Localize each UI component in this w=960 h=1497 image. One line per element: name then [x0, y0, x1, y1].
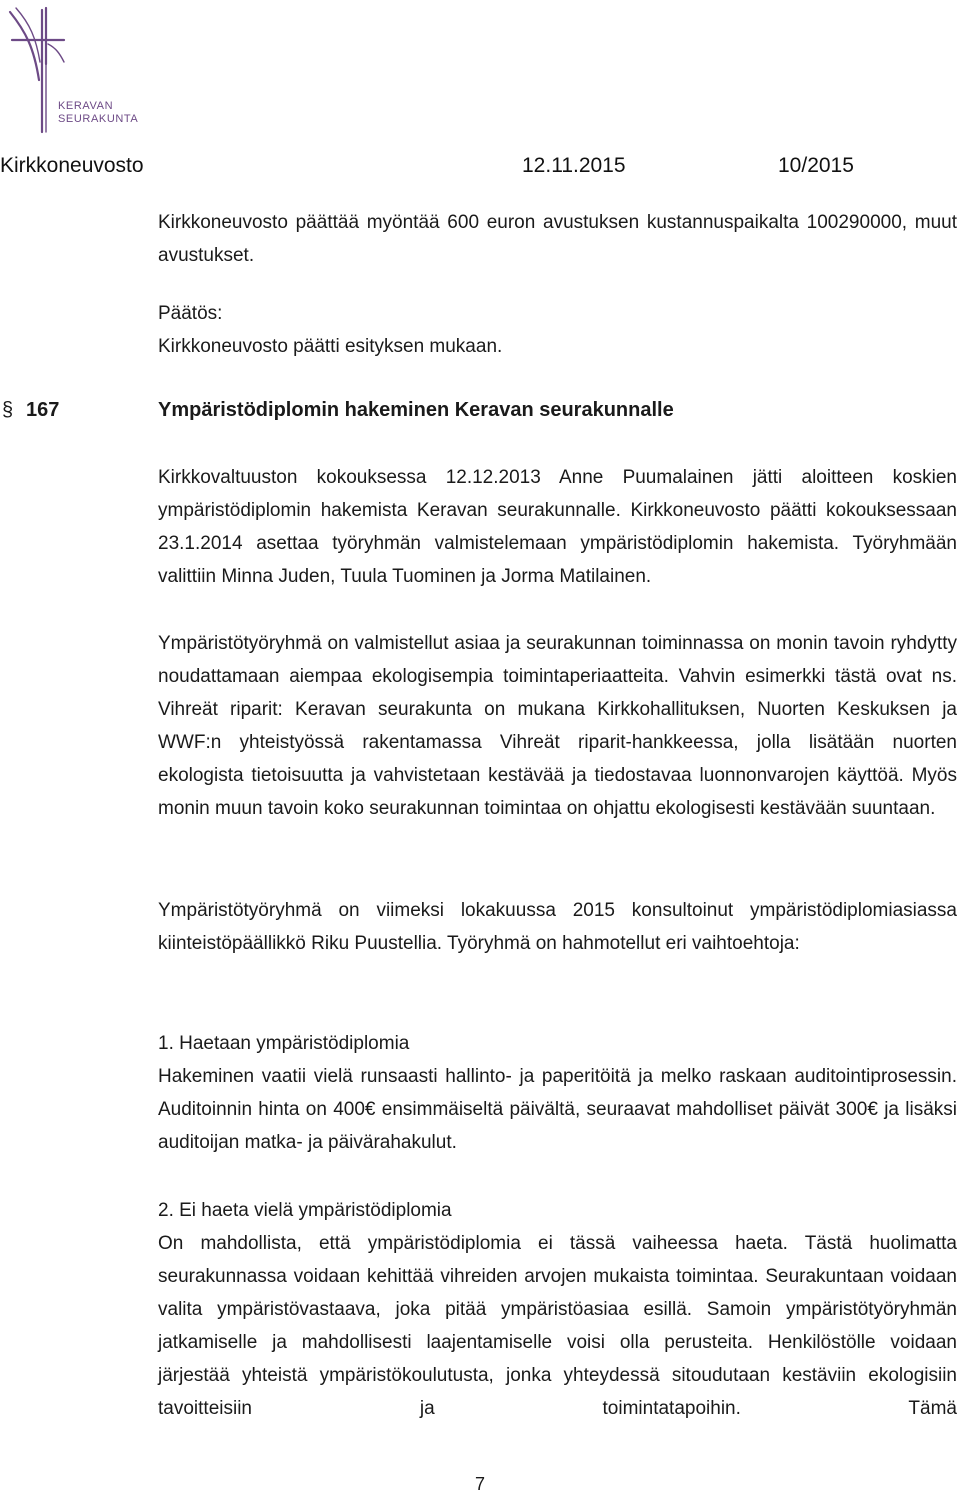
option-1-text: Hakeminen vaatii vielä runsaasti hallinto- ja paperitöitä ja melko raskaan auditointiprosessin. Auditoinnin hinta on 400€ ensimmäiseltä päivältä, seuraavat mahdolliset päivät 300€ ja lisäksi auditoijan matka- ja päivärahakulut. [158, 1066, 957, 1153]
document-header [0, 152, 960, 182]
header-organ: Kirkkoneuvosto [0, 154, 144, 177]
logo-wordmark [58, 100, 138, 126]
option-2-heading: 2. Ei haeta vielä ympäristödiplomia [158, 1200, 452, 1221]
paragraph-background: Kirkkovaltuuston kokouksessa 12.12.2013 Anne Puumalainen jätti aloitteen koskien ympäristödiplomin hakemista Keravan seurakunnalle. Kirkkoneuvosto päätti kokouksessaan 23.1.2014 asettaa työryhmän valmistelemaan ympäristödiplomin hakemista. Työryhmään valittiin Minna Juden, Tuula Tuominen ja Jorma Matilainen. [158, 467, 957, 587]
paragraph-consultation: Ympäristötyöryhmä on viimeksi lokakuussa 2015 konsultoinut ympäristödiplomiasiassa kiinteistöpäällikkö Riku Puustellia. Työryhmä on hahmotellut eri vaihtoehtoja: [158, 900, 957, 954]
page-number: 7 [474, 1474, 485, 1494]
decision-text: Kirkkoneuvosto päätti esityksen mukaan. [158, 336, 503, 357]
option-2 [158, 1194, 957, 1425]
section-heading [0, 393, 960, 427]
option-2-text: On mahdollista, että ympäristödiplomia ei tässä vaiheessa haeta. Tästä huolimatta seurakunnassa voidaan kehittää vihreiden arvojen mukaista toimintaa. Seurakuntaan voidaan valita ympäristövastaava, joka pitää ympäristöasiaa esillä. Samoin ympäristötyöryhmän jatkamiselle ja mahdollisesti laajentamiselle voisi olla perusteita. Henkilöstölle voidaan järjestää yhteistä ympäristökoulutusta, jonka yhteydessä sitoudutaan kestäviin ekologisiin tavoitteisiin ja toimintatapoihin. Tämä [158, 1233, 957, 1419]
option-1-heading: 1. Haetaan ympäristödiplomia [158, 1033, 410, 1054]
intro-paragraph: Kirkkoneuvosto päättää myöntää 600 euron avustuksen kustannuspaikalta 100290000, muut avustukset. [158, 212, 957, 266]
header-meeting-number: 10/2015 [778, 154, 854, 177]
logo-line-2: SEURAKUNTA [58, 113, 139, 125]
section-title: Ympäristödiplomin hakeminen Keravan seurakunnalle [158, 399, 674, 421]
decision-block [158, 297, 957, 363]
logo-line-1: KERAVAN [58, 100, 114, 112]
paragraph-working-group: Ympäristötyöryhmä on valmistellut asiaa ja seurakunnan toiminnassa on monin tavoin ryhdytty noudattamaan aiempaa ekologisempia toimintaperiaatteita. Vahvin esimerkki tästä ovat ns. Vihreät riparit: Keravan seurakunta on mukana Kirkkohallituksen, Nuorten Keskuksen ja WWF:n yhteistyössä rakentamassa Vihreät riparit-hankkeessa, jolla lisätään nuorten ekologista tietoisuutta ja vahvistetaan kestävää ja tiedostavaa luonnonvarojen käyttöä. Myös monin muun tavoin koko seurakunnan toimintaa on ohjattu ekologisesti kestävään suuntaan. [158, 633, 957, 819]
option-1 [158, 1027, 957, 1159]
section-symbol: § [2, 399, 14, 421]
decision-heading: Päätös: [158, 303, 223, 324]
section-number: 167 [26, 399, 60, 421]
parish-logo [6, 4, 156, 144]
header-date: 12.11.2015 [522, 154, 626, 177]
